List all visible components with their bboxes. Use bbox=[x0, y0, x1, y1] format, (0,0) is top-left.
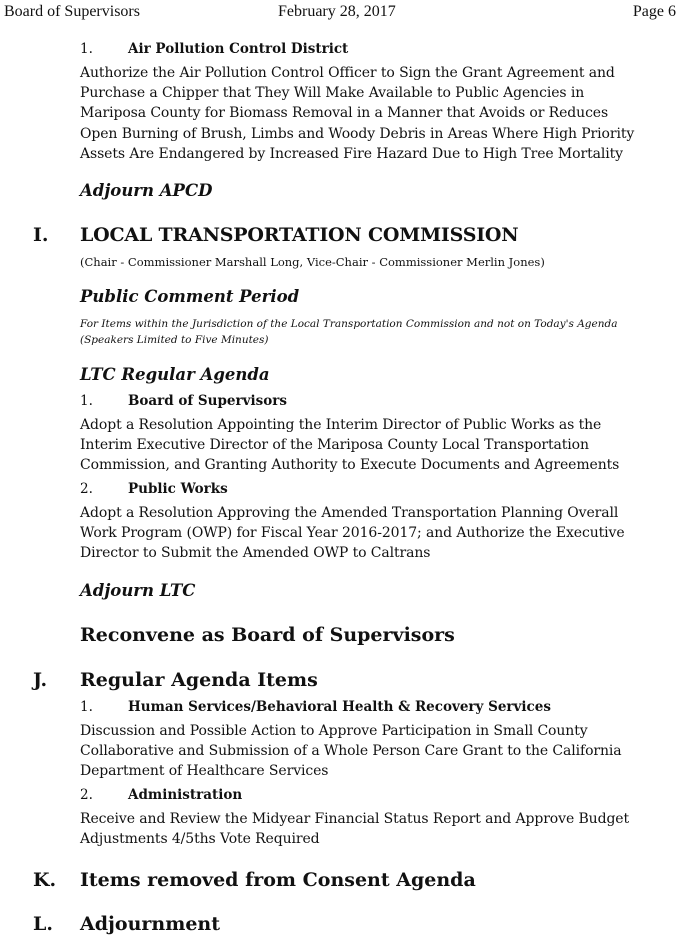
public-comment-note: For Items within the Jurisdiction of the Local Transportation Commission and not on Today's Agenda (Speakers Limited to Five Minutes) bbox=[80, 318, 618, 346]
regular-item-2-heading bbox=[80, 786, 640, 804]
item-number: 2. bbox=[80, 481, 93, 497]
public-comment-heading: Public Comment Period bbox=[80, 287, 300, 306]
ltc-item-1-heading bbox=[80, 392, 640, 410]
section-l-title: Adjournment bbox=[80, 913, 220, 935]
section-j-title: Regular Agenda Items bbox=[80, 669, 318, 691]
item-number: 1. bbox=[80, 41, 93, 57]
section-i-title: LOCAL TRANSPORTATION COMMISSION bbox=[80, 224, 519, 246]
item-title: Administration bbox=[128, 787, 243, 803]
section-j-letter: J. bbox=[33, 669, 48, 691]
item-number: 1. bbox=[80, 699, 93, 715]
header-page-number: Page 6 bbox=[632, 3, 676, 20]
regular-item-1-body: Discussion and Possible Action to Approve Participation in Small County Collaborative and Submission of a Whole Person Care Grant to the California Department of Healthcare Services bbox=[80, 723, 622, 780]
item-number: 1. bbox=[80, 393, 93, 409]
ltc-item-1-body: Adopt a Resolution Appointing the Interim Director of Public Works as the Interim Executive Director of the Mariposa County Local Transportation Commission, and Granting Authority to Execute Documents and Agreements bbox=[80, 417, 620, 474]
reconvene-heading: Reconvene as Board of Supervisors bbox=[80, 624, 455, 646]
apcd-item-body: Authorize the Air Pollution Control Officer to Sign the Grant Agreement and Purchase a Chipper that They Will Make Available to Public Agencies in Mariposa County for Biomass Removal in a Manner that Avoids or Reduces Open Burning of Brush, Limbs and Woody Debris in Areas Where High Priority Assets Are Endangered by Increased Fire Hazard Due to High Tree Mortality bbox=[80, 65, 635, 162]
section-l-letter: L. bbox=[33, 913, 53, 935]
ltc-item-2-heading bbox=[80, 480, 640, 498]
page-header bbox=[4, 3, 676, 23]
ltc-regular-agenda-heading: LTC Regular Agenda bbox=[80, 365, 270, 384]
section-k-title: Items removed from Consent Agenda bbox=[80, 869, 476, 891]
header-board-name: Board of Supervisors bbox=[4, 3, 140, 20]
regular-item-1-heading bbox=[80, 698, 640, 716]
section-i-letter: I. bbox=[33, 224, 49, 246]
apcd-item-heading bbox=[80, 40, 640, 58]
section-k-letter: K. bbox=[33, 869, 57, 891]
header-date: February 28, 2017 bbox=[278, 3, 396, 20]
adjourn-apcd: Adjourn APCD bbox=[80, 181, 213, 200]
ltc-item-2-body: Adopt a Resolution Approving the Amended Transportation Planning Overall Work Program (OWP) for Fiscal Year 2016-2017; and Authorize the Executive Director to Submit the Amended OWP to Caltrans bbox=[80, 505, 625, 562]
ltc-chair-line: (Chair - Commissioner Marshall Long, Vice-Chair - Commissioner Merlin Jones) bbox=[80, 255, 545, 269]
item-title: Public Works bbox=[128, 481, 228, 497]
item-title: Air Pollution Control District bbox=[128, 41, 349, 57]
adjourn-ltc: Adjourn LTC bbox=[80, 581, 196, 600]
item-number: 2. bbox=[80, 787, 93, 803]
item-title: Board of Supervisors bbox=[128, 393, 287, 409]
regular-item-2-body: Receive and Review the Midyear Financial Status Report and Approve Budget Adjustments 4/5ths Vote Required bbox=[80, 811, 630, 848]
item-title: Human Services/Behavioral Health & Recovery Services bbox=[128, 699, 551, 715]
